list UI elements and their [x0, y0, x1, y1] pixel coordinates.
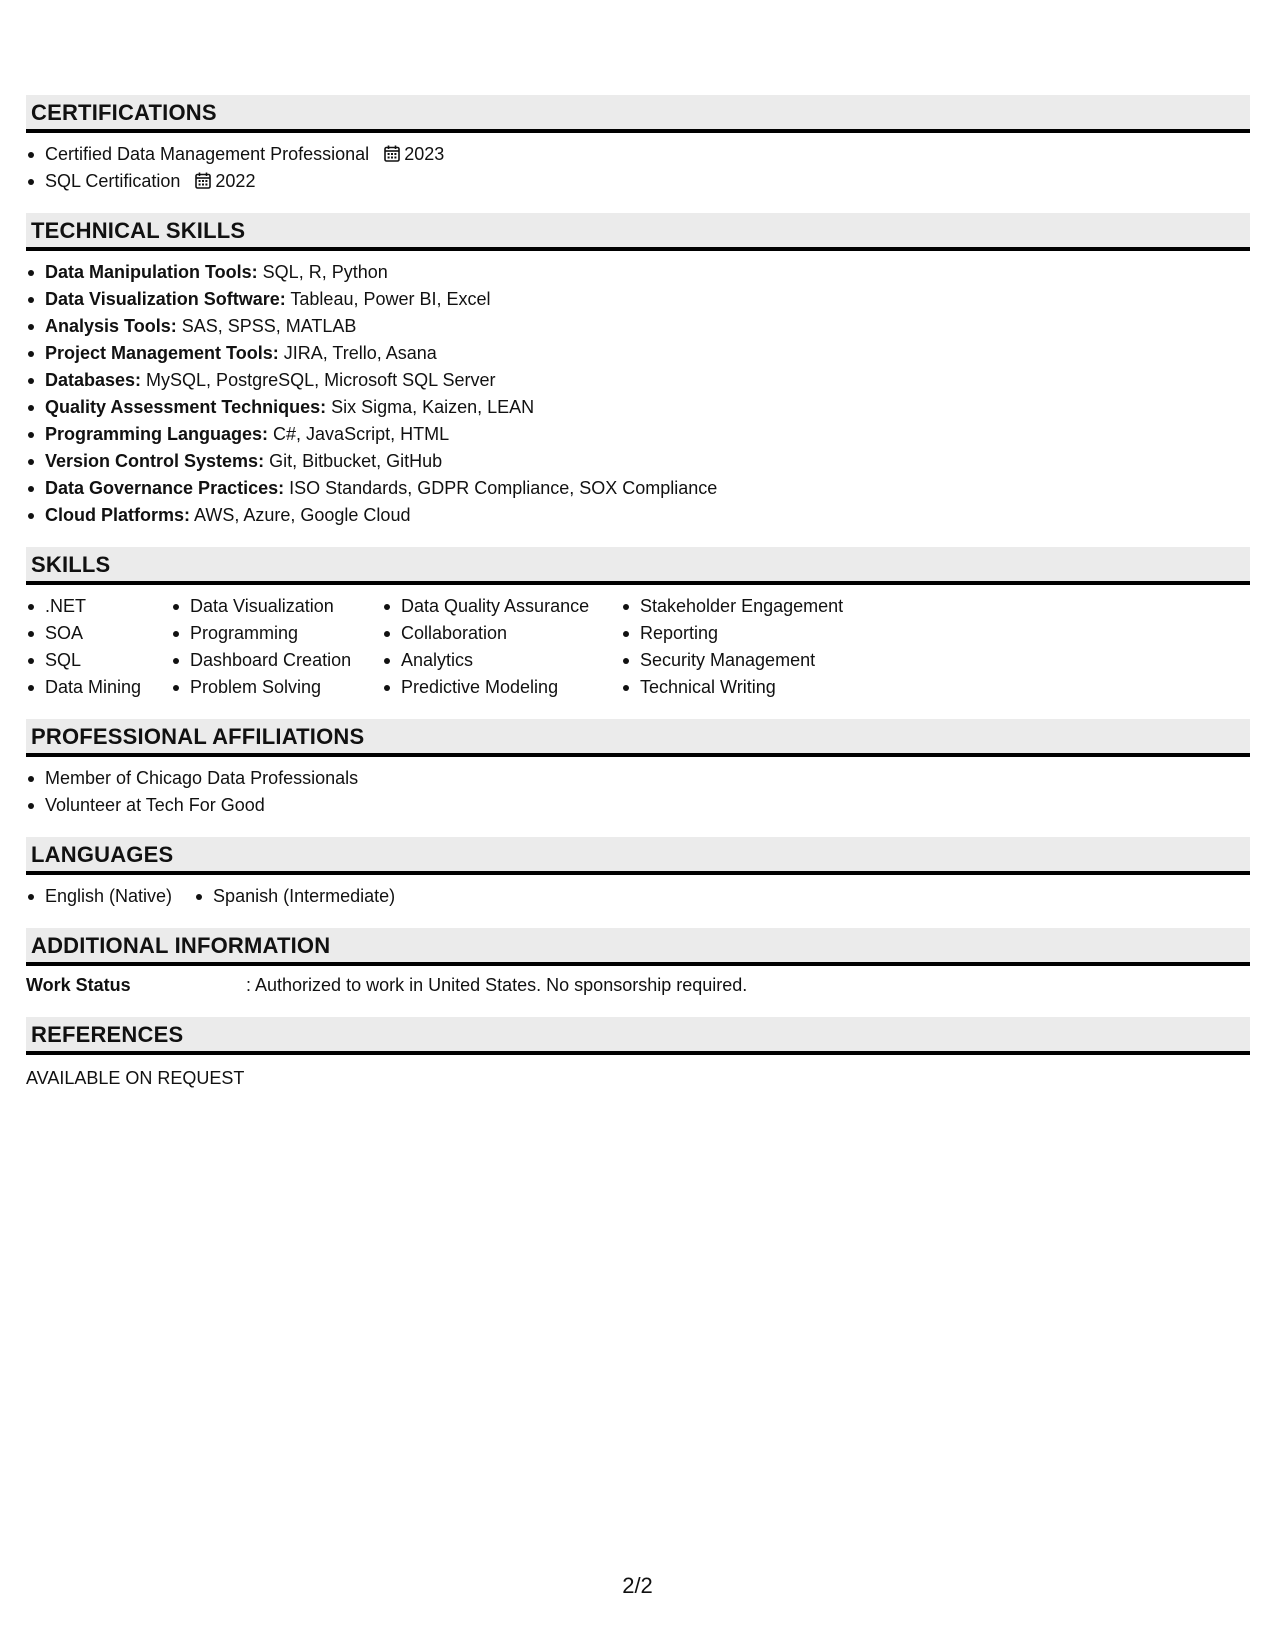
additional-info-heading: ADDITIONAL INFORMATION: [31, 933, 331, 958]
skill-category: Databases:: [45, 370, 142, 390]
technical-skill-item: [26, 421, 1250, 448]
skill-values: Six Sigma, Kaizen, LEAN: [326, 397, 535, 417]
page-number: 2/2: [622, 1573, 653, 1598]
skill-item: .NET: [26, 593, 171, 620]
technical-skills-list: [26, 259, 1250, 529]
skill-item: SOA: [26, 620, 171, 647]
languages-section: [26, 837, 1250, 910]
certification-year: 2023: [404, 144, 445, 164]
languages-list: [26, 883, 1250, 910]
skill-item: Data Mining: [26, 674, 171, 701]
skill-item: Collaboration: [382, 620, 621, 647]
skill-category: Cloud Platforms:: [45, 505, 191, 525]
skill-item: Data Quality Assurance: [382, 593, 621, 620]
skill-values: AWS, Azure, Google Cloud: [190, 505, 411, 525]
skills-column: [382, 593, 621, 701]
resume-page: [26, 95, 1250, 1110]
skill-item: Reporting: [621, 620, 881, 647]
technical-skill-item: [26, 394, 1250, 421]
additional-info-section: [26, 928, 1250, 999]
work-status-label: Work Status: [26, 975, 131, 995]
skill-values: SQL, R, Python: [257, 262, 388, 282]
skill-item: Data Visualization: [171, 593, 382, 620]
references-heading: REFERENCES: [31, 1022, 184, 1047]
skill-category: Programming Languages:: [45, 424, 269, 444]
skills-column: [171, 593, 382, 701]
skill-item: Dashboard Creation: [171, 647, 382, 674]
skill-category: Version Control Systems:: [45, 451, 265, 471]
skill-values: JIRA, Trello, Asana: [278, 343, 437, 363]
technical-skills-section: [26, 213, 1250, 529]
technical-skill-item: [26, 448, 1250, 475]
skill-category: Project Management Tools:: [45, 343, 279, 363]
affiliations-heading: PROFESSIONAL AFFILIATIONS: [31, 724, 365, 749]
language-item: Spanish (Intermediate): [194, 883, 395, 910]
skill-item: Programming: [171, 620, 382, 647]
technical-skills-heading: TECHNICAL SKILLS: [31, 218, 246, 243]
additional-info-header: [26, 928, 1250, 966]
certifications-list: [26, 141, 1250, 195]
certification-name: Certified Data Management Professional: [45, 144, 370, 164]
skill-values: Tableau, Power BI, Excel: [285, 289, 491, 309]
certification-year: 2022: [215, 171, 256, 191]
certification-item: [26, 168, 1250, 195]
languages-header: [26, 837, 1250, 875]
skills-column: [621, 593, 881, 701]
technical-skill-item: [26, 502, 1250, 529]
technical-skill-item: [26, 340, 1250, 367]
technical-skill-item: [26, 286, 1250, 313]
certifications-heading: CERTIFICATIONS: [31, 100, 217, 125]
certifications-header: [26, 95, 1250, 133]
technical-skill-item: [26, 259, 1250, 286]
technical-skills-header: [26, 213, 1250, 251]
calendar-icon: [195, 172, 211, 189]
references-text: AVAILABLE ON REQUEST: [26, 1068, 245, 1088]
certification-name: SQL Certification: [45, 171, 181, 191]
skill-item: Predictive Modeling: [382, 674, 621, 701]
skills-heading: SKILLS: [31, 552, 111, 577]
affiliation-item: Member of Chicago Data Professionals: [26, 765, 1250, 792]
skill-item: Technical Writing: [621, 674, 881, 701]
skill-item: SQL: [26, 647, 171, 674]
skill-item: Stakeholder Engagement: [621, 593, 881, 620]
skill-category: Quality Assessment Techniques:: [45, 397, 327, 417]
affiliations-section: [26, 719, 1250, 819]
skills-header: [26, 547, 1250, 585]
certification-item: [26, 141, 1250, 168]
references-header: [26, 1017, 1250, 1055]
technical-skill-item: [26, 313, 1250, 340]
skill-item: Analytics: [382, 647, 621, 674]
calendar-icon: [384, 145, 400, 162]
skills-grid: [26, 593, 1250, 701]
certifications-section: [26, 95, 1250, 195]
skill-values: C#, JavaScript, HTML: [268, 424, 450, 444]
affiliation-item: Volunteer at Tech For Good: [26, 792, 1250, 819]
work-status-row: [26, 972, 1250, 999]
affiliations-list: [26, 765, 1250, 819]
technical-skill-item: [26, 367, 1250, 394]
skill-values: ISO Standards, GDPR Compliance, SOX Compliance: [284, 478, 718, 498]
skill-category: Analysis Tools:: [45, 316, 177, 336]
skill-values: MySQL, PostgreSQL, Microsoft SQL Server: [141, 370, 496, 390]
skill-category: Data Visualization Software:: [45, 289, 286, 309]
languages-heading: LANGUAGES: [31, 842, 174, 867]
skills-section: [26, 547, 1250, 701]
skills-column: [26, 593, 171, 701]
skill-item: Problem Solving: [171, 674, 382, 701]
skill-category: Data Manipulation Tools:: [45, 262, 258, 282]
skill-category: Data Governance Practices:: [45, 478, 285, 498]
skill-item: Security Management: [621, 647, 881, 674]
technical-skill-item: [26, 475, 1250, 502]
skill-values: Git, Bitbucket, GitHub: [264, 451, 443, 471]
references-section: [26, 1017, 1250, 1092]
affiliations-header: [26, 719, 1250, 757]
work-status-value: : Authorized to work in United States. No sponsorship required.: [246, 975, 748, 995]
language-item: English (Native): [26, 883, 172, 910]
skill-values: SAS, SPSS, MATLAB: [176, 316, 357, 336]
